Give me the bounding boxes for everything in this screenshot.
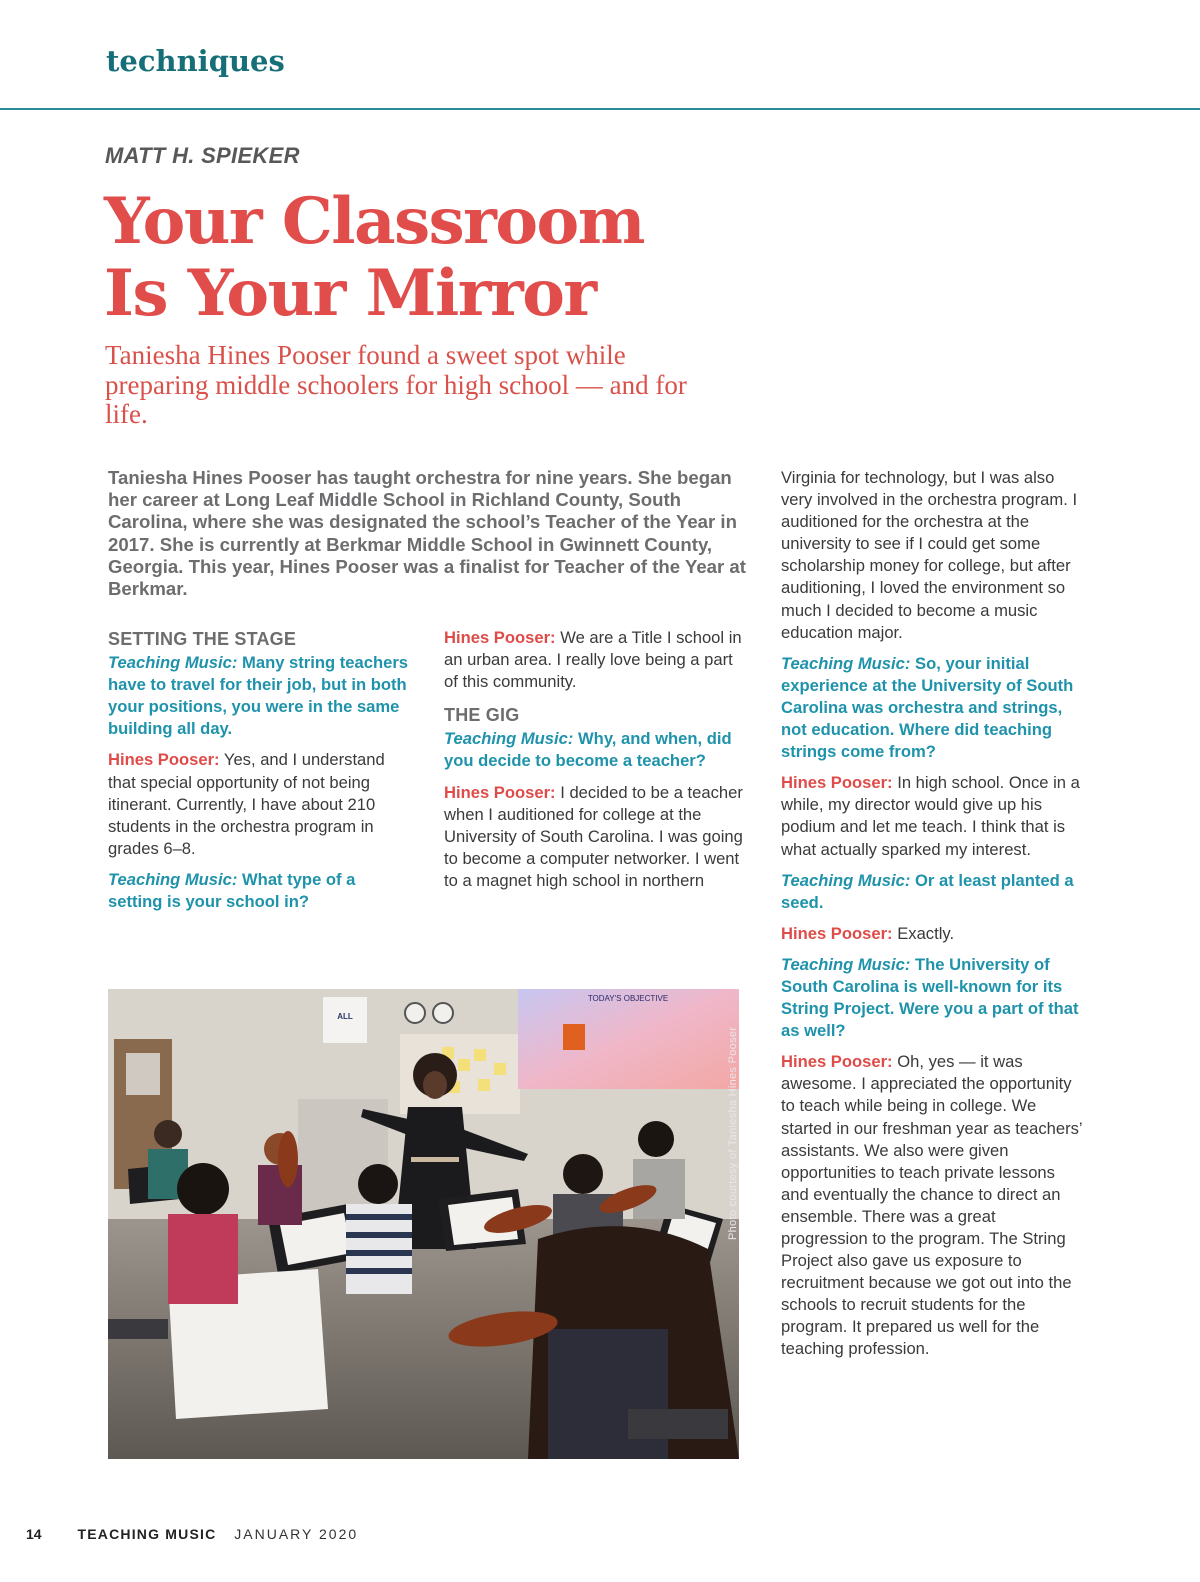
section-tag: techniques <box>106 44 285 78</box>
answer-6 <box>781 1051 1086 1360</box>
issue-date: JANUARY 2020 <box>234 1526 359 1542</box>
projector-screen <box>518 989 739 1089</box>
dek: Taniesha Hines Pooser found a sweet spot while preparing middle schoolers for high school — and for life. <box>105 340 687 429</box>
headline <box>104 186 824 330</box>
answer-1 <box>108 749 413 859</box>
magazine-name: TEACHING MUSIC <box>77 1526 217 1542</box>
page-number: 14 <box>26 1526 42 1542</box>
answer-text: Oh, yes — it was awesome. I appreciated the opportunity to teach while being in college. We started in our freshman year as teachers’ assistants. We also were given opportunities to teach private lessons and eventually the chance to direct an ensemble. There was a great progression to the program. The String Project also gave us exposure to recruitment because we got out into the schools to recruit students for the program. It prepared us well for the teaching profession. <box>781 1052 1082 1359</box>
photo-credit: Photo courtesy of Taniesha Hines Pooser <box>727 1026 739 1240</box>
column-1 <box>108 628 413 922</box>
answer-text: Exactly. <box>897 923 955 943</box>
byline: MATT H. SPIEKER <box>105 143 300 168</box>
page-footer <box>26 1526 358 1542</box>
column-2 <box>444 627 749 901</box>
interviewee-label: Hines Pooser: <box>781 1052 893 1072</box>
interviewer-label: Teaching Music: <box>444 729 574 749</box>
interviewee-label: Hines Pooser: <box>444 782 556 802</box>
question-1 <box>108 652 413 740</box>
question-text: Or at least planted a seed. <box>781 870 1074 912</box>
headline-line-1: Your Classroom <box>104 184 644 259</box>
question-6 <box>781 954 1086 1042</box>
header-rule <box>0 108 1200 110</box>
answer-text: I decided to be a teacher when I auditioned for college at the University of South Carolina. I was going to become a computer networker. I went to a magnet high school in northern <box>444 782 743 890</box>
answer-3-continued: Virginia for technology, but I was also very involved in the orchestra program. I auditioned for the orchestra at the university to see if I could get some scholarship money for college, but after auditioning, I loved the environment so much I decided to become a music education major. <box>781 468 1078 642</box>
interviewee-label: Hines Pooser: <box>781 773 893 793</box>
question-text: What type of a setting is your school in? <box>108 869 356 912</box>
answer-text: In high school. Once in a while, my director would give up his podium and let me teach. I think that is what actually sparked my interest. <box>781 773 1080 859</box>
wall-sign-text: ALL <box>337 1012 353 1021</box>
question-text: Why, and when, did you decide to become a teacher? <box>444 729 732 771</box>
section-heading-setting-the-stage: SETTING THE STAGE <box>108 629 297 649</box>
answer-text: We are a Title I school in an urban area. I really love being a part of this community. <box>444 628 742 692</box>
column-3 <box>781 467 1086 1370</box>
question-text: So, your initial experience at the University of South Carolina was orchestra and strings, not education. Where did teaching strings come from? <box>781 653 1074 762</box>
question-2 <box>108 869 413 913</box>
interviewer-label: Teaching Music: <box>781 954 911 974</box>
classroom-illustration <box>108 989 739 1459</box>
interviewee-label: Hines Pooser: <box>108 750 220 770</box>
question-text: The University of South Carolina is well-known for its String Project. Were you a part of that as well? <box>781 954 1079 1041</box>
projector-screen-text: TODAY'S OBJECTIVE <box>587 994 669 1003</box>
answer-text: Yes, and I understand that special opportunity of not being itinerant. Currently, I have about 210 students in the orchestra program in grades 6–8. <box>108 750 385 858</box>
interviewer-label: Teaching Music: <box>781 870 911 890</box>
interviewer-label: Teaching Music: <box>108 653 238 673</box>
intro-paragraph: Taniesha Hines Pooser has taught orchestra for nine years. She began her career at Long Leaf Middle School in Richland County, South Carolina, where she was designated the school’s Teacher of the Year in 2017. She is currently at Berkmar Middle School in Gwinnett County, Georgia. This year, Hines Pooser was a finalist for Teacher of the Year at Berkmar. <box>108 467 746 600</box>
question-text: Many string teachers have to travel for their job, but in both your positions, you were in the same building all day. <box>108 653 409 739</box>
answer-5 <box>781 923 1086 945</box>
headline-line-2: Is Your Mirror <box>104 256 596 331</box>
classroom-photo <box>108 989 739 1459</box>
interviewer-label: Teaching Music: <box>781 653 911 673</box>
answer-3 <box>444 782 749 892</box>
question-3 <box>444 728 749 772</box>
interviewee-label: Hines Pooser: <box>444 628 556 647</box>
section-heading-the-gig: THE GIG <box>444 705 520 726</box>
answer-4 <box>781 772 1086 860</box>
question-5 <box>781 870 1086 914</box>
answer-2 <box>444 627 749 693</box>
question-4 <box>781 653 1086 763</box>
interviewer-label: Teaching Music: <box>108 869 238 889</box>
interviewee-label: Hines Pooser: <box>781 923 893 943</box>
